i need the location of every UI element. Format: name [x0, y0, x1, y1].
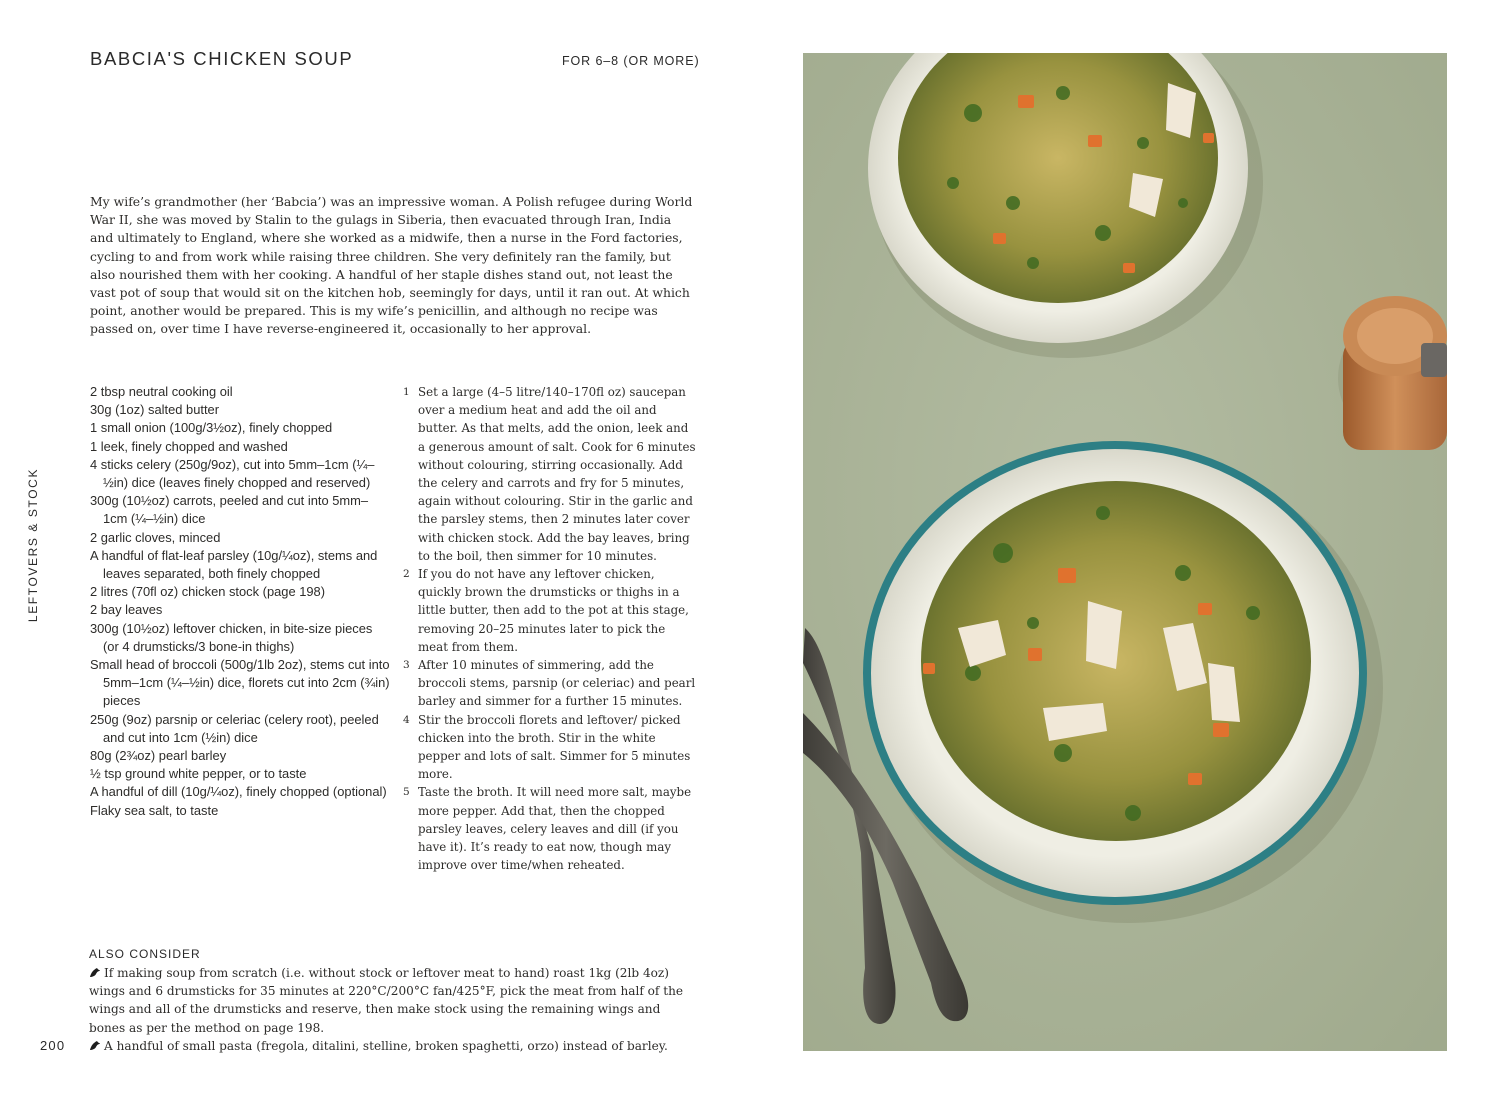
step-text: Taste the broth. It will need more salt, maybe more pepper. Add that, then the chopped parsley leaves, celery leaves and dill (if you have it). It’s ready to eat now, though may improve over time/when reheated. — [418, 785, 692, 873]
step-number: 3 — [403, 659, 410, 672]
pepper-grinder — [1338, 296, 1447, 450]
recipe-title: BABCIA'S CHICKEN SOUP — [90, 48, 354, 69]
also-consider-item — [89, 1037, 694, 1055]
method-step — [403, 565, 698, 656]
page-number: 200 — [40, 1038, 66, 1053]
ingredient-item: 30g (1oz) salted butter — [90, 402, 219, 418]
section-side-label: LEFTOVERS & STOCK — [26, 467, 40, 623]
ingredient-item: Flaky sea salt, to taste — [90, 802, 219, 818]
also-consider-list — [89, 964, 694, 1055]
ingredient-item: 2 garlic cloves, minced — [90, 529, 221, 545]
ingredients-list — [90, 383, 390, 820]
ingredient-item: 300g (10½oz) leftover chicken, in bite-size pieces (or 4 drumsticks/3 bone-in thighs) — [90, 620, 373, 654]
step-number: 2 — [403, 568, 410, 581]
ingredient-item: ½ tsp ground white pepper, or to taste — [90, 766, 307, 782]
also-consider-heading: ALSO CONSIDER — [89, 947, 201, 961]
ingredient-item: 4 sticks celery (250g/9oz), cut into 5mm–1cm (¼–½in) dice (leaves finely chopped and reserved) — [90, 456, 375, 491]
ingredient-item: A handful of flat-leaf parsley (10g/¼oz), stems and leaves separated, both finely chopped — [90, 547, 378, 582]
step-number: 4 — [403, 713, 410, 726]
ingredient-item: 300g (10½oz) carrots, peeled and cut into 5mm–1cm (¼–½in) dice — [90, 493, 369, 527]
ingredient-item: 1 leek, finely chopped and washed — [90, 438, 288, 454]
step-text: If you do not have any leftover chicken, quickly brown the drumsticks or thighs in a little butter, then add to the pot at this stage, removing 20–25 minutes later to pick the meat from them. — [418, 567, 689, 654]
also-consider-text: If making soup from scratch (i.e. without stock or leftover meat to hand) roast 1kg (2lb 4oz) wings and 6 drumsticks for 35 minutes at 220°C/200°C fan/425°F, pick the meat from half of the wings and all of the drumsticks and reserve, then make stock using the remaining wings and bones as per the method on page 198. — [89, 966, 684, 1035]
step-number: 5 — [403, 786, 410, 799]
intro-paragraph: My wife’s grandmother (her ‘Babcia’) was an impressive woman. A Polish refugee during World War II, she was moved by Stalin to the gulags in Siberia, then evacuated through Iran, India and ultimately to England, where she worked as a midwife, then a nurse in the Ford factories, cycling to and from work while raising three children. She very definitely ran the family, but also nourished them with her cooking. A handful of her staple dishes stand out, not least the vast pot of soup that would sit on the kitchen hob, seemingly for days, until it ran out. At which point, another would be prepared. This is my wife’s penicillin, and although no recipe was passed on, over time I have reverse-engineered it, occasionally to her approval. — [90, 194, 693, 337]
bird-icon — [89, 967, 101, 978]
ingredient-item: 2 bay leaves — [90, 602, 163, 618]
soup-photo — [803, 53, 1447, 1051]
also-consider-text: A handful of small pasta (fregola, ditalini, stelline, broken spaghetti, orzo) instead of barley. — [104, 1038, 668, 1053]
step-text: Set a large (4–5 litre/140–170fl oz) saucepan over a medium heat and add the oil and butter. As that melts, add the onion, leek and a generous amount of salt. Cook for 6 minutes without colouring, stirring occasionally. Add the celery and carrots and fry for 5 minutes, again without colouring. Stir in the garlic and the parsley stems, then 2 minutes later cover with chicken stock. Add the bay leaves, bring to the boil, then simmer for 10 minutes. — [418, 385, 696, 563]
ingredient-item: 1 small onion (100g/3½oz), finely chopped — [90, 420, 333, 436]
method-step — [403, 383, 698, 565]
method-step — [403, 711, 698, 784]
ingredient-item: A handful of dill (10g/¼oz), finely chopped (optional) — [90, 784, 387, 800]
method-step — [403, 656, 698, 711]
method-steps — [403, 383, 698, 874]
recipe-yield: FOR 6–8 (OR MORE) — [562, 54, 700, 68]
method-step — [403, 783, 698, 874]
step-number: 1 — [403, 386, 410, 398]
ingredient-item: 2 tbsp neutral cooking oil — [90, 384, 233, 399]
ingredient-item: 80g (2¾oz) pearl barley — [90, 748, 227, 764]
ingredient-item: 250g (9oz) parsnip or celeriac (celery root), peeled and cut into 1cm (½in) dice — [90, 711, 379, 745]
ingredient-item: 2 litres (70fl oz) chicken stock (page 198) — [90, 584, 326, 600]
ingredient-item: Small head of broccoli (500g/1lb 2oz), stems cut into 5mm–1cm (¼–½in) dice, florets cut into 2cm (¾in) pieces — [90, 657, 390, 709]
step-text: After 10 minutes of simmering, add the broccoli stems, parsnip (or celeriac) and pearl barley and simmer for a further 15 minutes. — [418, 658, 696, 709]
step-text: Stir the broccoli florets and leftover/ picked chicken into the broth. Stir in the white pepper and lots of salt. Simmer for 5 minutes more. — [418, 712, 691, 782]
soup-illustration — [803, 53, 1447, 1051]
also-consider-item — [89, 964, 694, 1037]
bird-icon — [89, 1040, 101, 1051]
